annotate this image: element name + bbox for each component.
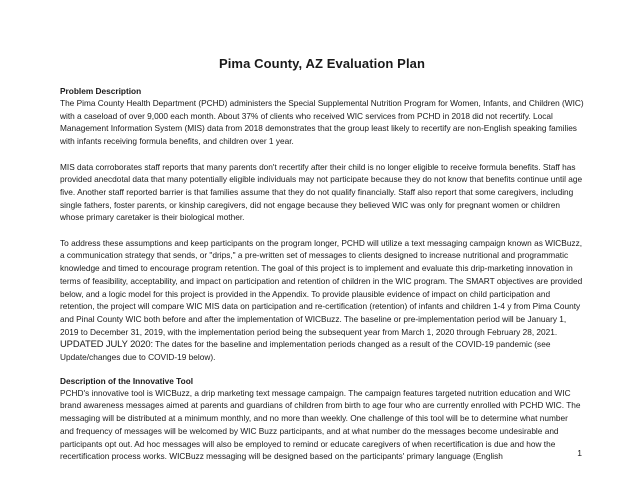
paragraph-problem-3-text-a: To address these assumptions and keep participants on the program longer, PCHD will utilize a text messaging campaign known as WICBuzz, a communication strategy that sends, or "drips," a pre-written set of messages to clients designed to increase nutritional and programmatic knowledge and timed to encourage program retention. The goal of this project is to implement and evaluate this drip-marketing innovation in terms of feasibility, acceptability, and impact on participation and retention of children in the WIC program. The SMART objectives are provided below, and a logic model for this project is provided in the Appendix. To provide plausible evidence of impact on child participation and retention, the project will compare WIC MIS data on participation and re-certification (retention) of infants and children 1-4 y from Pima County and Pinal County WIC both before and after the implementation of WICBuzz. The baseline or pre-implementation period will be January 1, 2019 to December 31, 2019, with the implementation period being the subsequent year from March 1, 2020 through February 28, 2021.	[60, 237, 583, 337]
paragraph-problem-3-text-b: The dates for the baseline and implementation periods changed as a result of the COVID-19 pandemic (see Update/changes due to COVID-19 below).	[60, 339, 551, 363]
updated-july-2020-label: UPDATED JULY 2020:	[60, 338, 154, 350]
paragraph-problem-1: The Pima County Health Department (PCHD) administers the Special Supplemental Nutrition Program for Women, Infants, and Children (WIC) with a caseload of over 9,000 each month. About 37% of clients who received WIC services from PCHD in 2018 did not recertify. Local Management Information System (MIS) data from 2018 demonstrates that the group least likely to recertify are non-English speaking families with infants receiving formula benefits, and children over 1 year.	[60, 98, 584, 147]
paragraph-problem-2: MIS data corroborates staff reports that many parents don't recertify after their child is no longer eligible to receive formula benefits. Staff has provided anecdotal data that many potentially eligible individuals may not participate because they do not know that benefits continue until age five. Another staff reported barrier is that families assume that they do not qualify financially. Staff also report that some caregivers, including single fathers, foster parents, or kinship caregivers, did not engage because they believed WIC was only for pregnant women or children whose primary caretaker is their biological mother.	[60, 161, 583, 223]
paragraph-spacer	[60, 148, 584, 161]
page-number: 1	[577, 448, 582, 458]
paragraph-spacer	[60, 224, 584, 237]
section-heading-problem-description: Problem Description	[60, 86, 142, 96]
section-heading-innovative-tool: Description of the Innovative Tool	[60, 375, 194, 386]
paragraph-problem-3	[60, 237, 584, 364]
document-page	[60, 0, 584, 463]
paragraph-innovative-tool-1: PCHD's innovative tool is WICBuzz, a drip marketing text message campaign. The campaign features targeted nutrition education and WIC brand awareness messages aimed at parents and guardians of children from birth to age four who are currently enrolled with PCHD WIC. The messaging will be distributed at a minimum monthly, and no more than weekly. One challenge of this tool will be to determine what number and frequency of messages will be welcomed by WIC Buzz participants, and at what number do the messages become undesirable and participants opt out. Ad hoc messages will also be employed to remind or educate caregivers of when recertification is due and how the recertification process works. WICBuzz messaging will be designed based on the participants' primary language (English	[60, 387, 581, 462]
document-title: Pima County, AZ Evaluation Plan	[218, 56, 426, 71]
